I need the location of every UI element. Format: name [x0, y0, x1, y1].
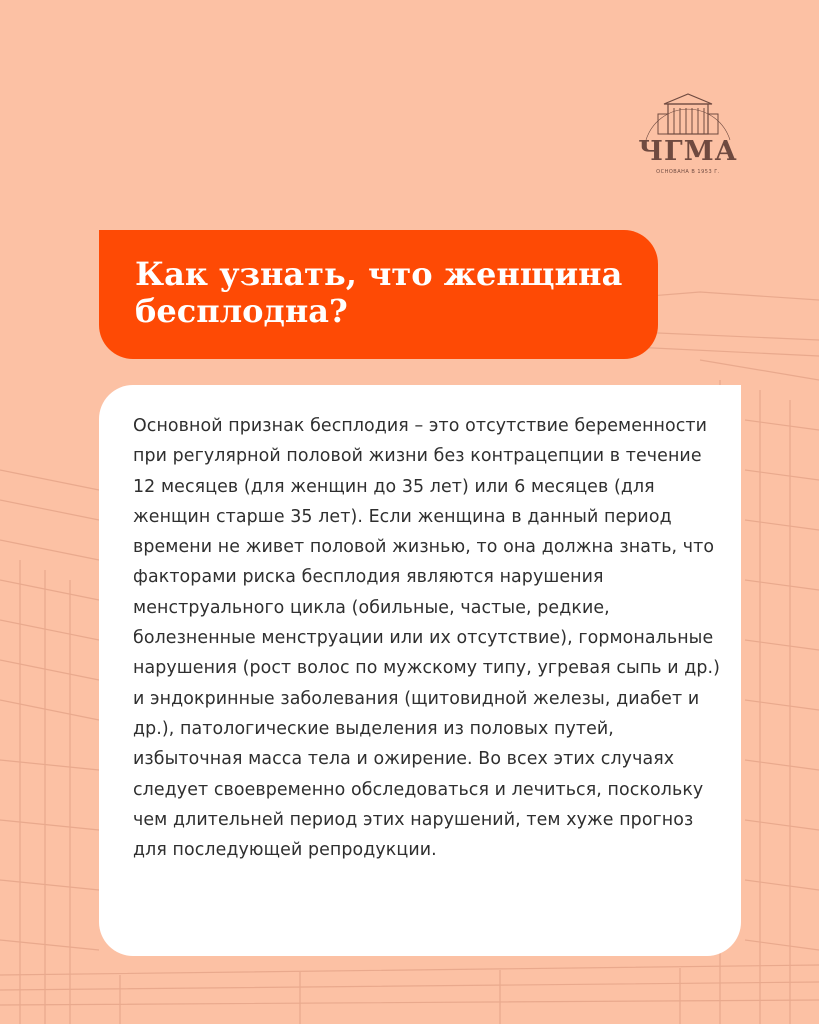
content-card — [99, 385, 741, 956]
page-title: Как узнать, что женщина бесплодна? — [135, 255, 623, 330]
logo-wordmark: ЧГМА — [638, 136, 738, 167]
logo-subtitle: ОСНОВАНА В 1953 Г. — [656, 169, 720, 175]
body-paragraph: Основной признак бесплодия – это отсутствие беременности при регулярной половой жизни без контрацепции в течение 12 месяцев (для женщин до 35 лет) или 6 месяцев (для женщин старше 35 лет). Если женщина в данный период времени не живет половой жизнью, то она должна знать, что факторами риска бесплодия являются нарушения менструального цикла (обильные, частые, редкие, болезненные менструации или их отсутствие), гормональные нарушения (рост волос по мужскому типу, угревая сыпь и др.) и эндокринные заболевания (щитовидной железы, диабет и др.), патологические выделения из половых путей, избыточная масса тела и ожирение. Во всех этих случаях следует своевременно обследоваться и лечиться, поскольку чем длительней период этих нарушений, тем хуже прогноз для последующей репродукции. — [133, 416, 721, 861]
title-banner — [99, 230, 658, 359]
academy-logo — [628, 78, 748, 178]
